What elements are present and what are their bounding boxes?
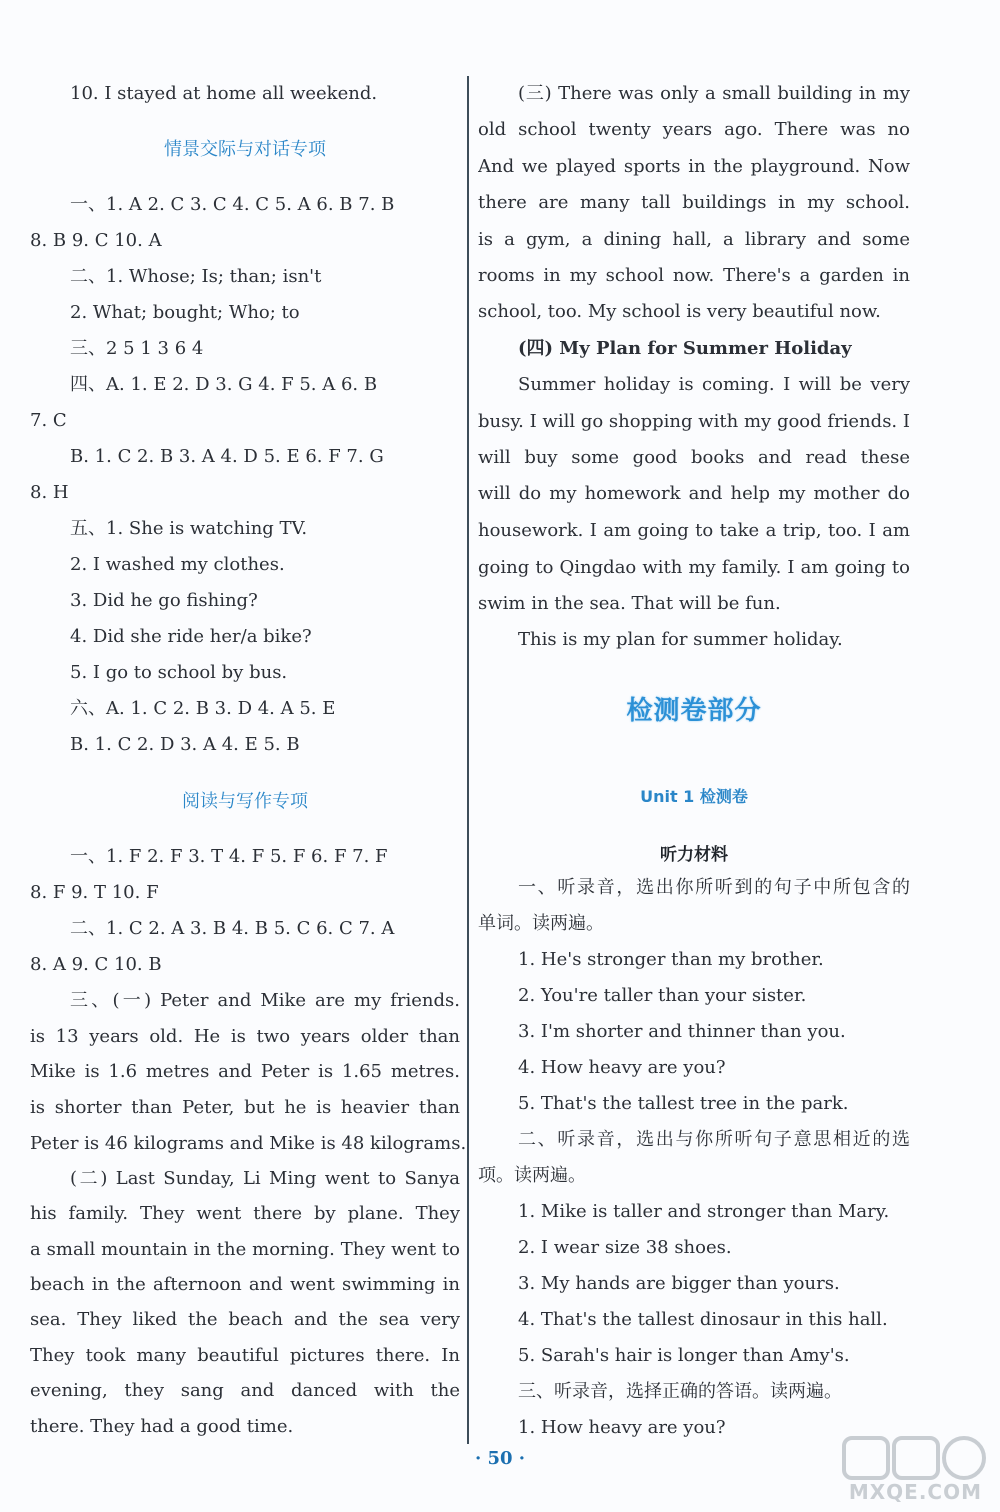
question-line: 三、听录音，选择正确的答语。读两遍。 [518,1381,842,1402]
essay-line: busy. I will go shopping with my good friends. I [478,411,910,432]
essay-line: is 13 years old. He is two years older than [30,1026,460,1047]
essay-line: 三、(一) Peter and Mike are my friends. [70,990,460,1011]
section-heading-dialogue: 情景交际与对话专项 [164,139,326,160]
question-line: 4. That's the tallest dinosaur in this hall. [518,1309,888,1330]
section-heading-reading-writing: 阅读与写作专项 [182,791,308,812]
essay-line: his family. They went there by plane. They [30,1203,460,1224]
answer-line: 5. I go to school by bus. [70,662,288,683]
essay-line: will buy some good books and read these [478,447,910,468]
section-title: 检测卷部分 [626,696,762,726]
essay-line: going to Qingdao with my family. I am going to [478,557,910,578]
answer-line: 2. I washed my clothes. [70,554,285,575]
essay-line: They took many beautiful pictures there. In [30,1345,460,1366]
essay-line: old school twenty years ago. There was no [478,119,910,140]
question-line: 项。读两遍。 [478,1165,586,1186]
question-line: 3. My hands are bigger than yours. [518,1273,840,1294]
essay-line: is shorter than Peter, but he is heavier than [30,1097,460,1118]
question-line: 一、听录音，选出你所听到的句子中所包含的 [518,877,910,898]
answer-line: 二、1. C 2. A 3. B 4. B 5. C 6. C 7. A [70,918,395,939]
answer-line: 3. Did he go fishing? [70,590,258,611]
answer-line: 4. Did she ride her/a bike? [70,626,312,647]
essay-line: rooms in my school now. There's a garden in [478,265,910,286]
question-line: 2. I wear size 38 shoes. [518,1237,732,1258]
question-line: 1. Mike is taller and stronger than Mary. [518,1201,890,1222]
answer-line: 8. F 9. T 10. F [30,882,159,903]
question-line: 1. He's stronger than my brother. [518,949,824,970]
column-divider [467,76,469,1444]
unit-title: Unit 1 检测卷 [640,787,748,806]
answer-line: 2. What; bought; Who; to [70,302,300,323]
essay-line: (三) There was only a small building in my [518,83,910,104]
essay-line: Mike is 1.6 metres and Peter is 1.65 metres. [30,1061,460,1082]
answer-line: B. 1. C 2. D 3. A 4. E 5. B [70,734,300,755]
question-line: 2. You're taller than your sister. [518,985,807,1006]
answer-line: 一、1. F 2. F 3. T 4. F 5. F 6. F 7. F [70,846,388,867]
answer-line: 一、1. A 2. C 3. C 4. C 5. A 6. B 7. B [70,194,395,215]
essay-line: And we played sports in the playground. Now [478,156,910,177]
essay-line: there are many tall buildings in my school. [478,192,910,213]
essay-title: (四) My Plan for Summer Holiday [518,338,852,359]
essay-line: Peter is 46 kilograms and Mike is 48 kilograms. [30,1133,467,1154]
answer-line: 三、2 5 1 3 6 4 [70,338,204,359]
essay-line: beach in the afternoon and went swimming in [30,1274,460,1295]
question-line: 3. I'm shorter and thinner than you. [518,1021,846,1042]
answer-line: 8. B 9. C 10. A [30,230,162,251]
answer-line: 六、A. 1. C 2. B 3. D 4. A 5. E [70,698,336,719]
essay-line: This is my plan for summer holiday. [518,629,843,650]
watermark-text: MXQE.COM [848,1480,982,1504]
answer-line: 7. C [30,410,67,431]
essay-line: there. They had a good time. [30,1416,294,1437]
listening-title: 听力材料 [660,845,728,865]
question-line: 单词。读两遍。 [478,913,604,934]
essay-line: school, too. My school is very beautiful now. [478,301,881,322]
answer-line: 五、1. She is watching TV. [70,518,308,539]
essay-line: (二) Last Sunday, Li Ming went to Sanya [70,1168,460,1189]
question-line: 二、听录音，选出与你所听句子意思相近的选 [518,1129,910,1150]
page-number: · 50 · [474,1448,526,1469]
essay-line: a small mountain in the morning. They went to [30,1239,460,1260]
essay-line: swim in the sea. That will be fun. [478,593,781,614]
essay-line: housework. I am going to take a trip, too. I am [478,520,910,541]
essay-line: evening, they sang and danced with the [30,1380,460,1401]
answer-line: 10. I stayed at home all weekend. [70,83,378,104]
essay-line: Summer holiday is coming. I will be very [518,374,910,395]
question-line: 4. How heavy are you? [518,1057,726,1078]
question-line: 1. How heavy are you? [518,1417,726,1438]
answer-line: 二、1. Whose; Is; than; isn't [70,266,322,287]
question-line: 5. That's the tallest tree in the park. [518,1093,849,1114]
essay-line: sea. They liked the beach and the sea very [30,1309,460,1330]
answer-line: 8. H [30,482,69,503]
answer-line: 8. A 9. C 10. B [30,954,162,975]
essay-line: is a gym, a dining hall, a library and some [478,229,910,250]
essay-line: will do my homework and help my mother do [478,483,910,504]
question-line: 5. Sarah's hair is longer than Amy's. [518,1345,850,1366]
answer-line: 四、A. 1. E 2. D 3. G 4. F 5. A 6. B [70,374,378,395]
answer-line: B. 1. C 2. B 3. A 4. D 5. E 6. F 7. G [70,446,384,467]
